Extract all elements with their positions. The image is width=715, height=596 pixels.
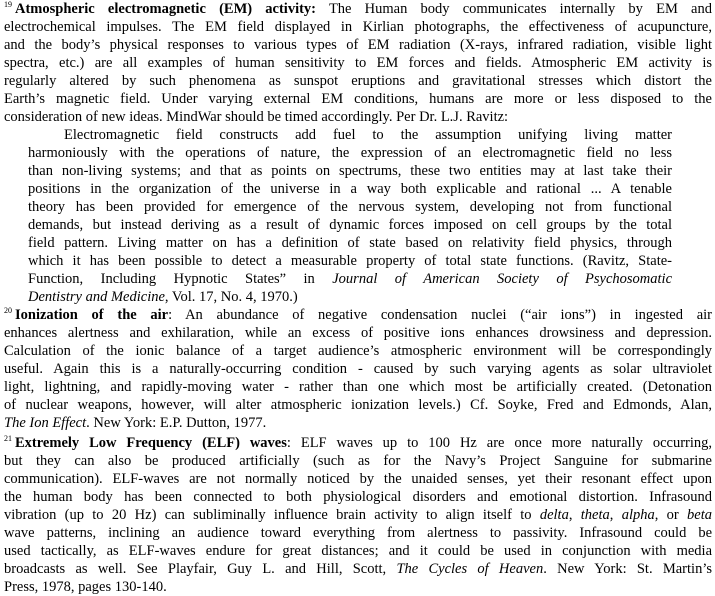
footnote-line: The Ion Effect. New York: E.P. Dutton, 1977. — [4, 415, 267, 431]
wave-beta: beta — [687, 507, 713, 523]
footnote-line: $^{20}$ Ionization of the air: An abundance of negative condensation nuclei (“air ions”) in ingested air — [4, 306, 712, 323]
footnote-line: spectra, etc.) are all examples of human sensitivity to EM forces and fields. Atmospheric EM activity is — [4, 55, 712, 71]
footnote-line: light, lightning, and rapidly-moving water - rather than one which most be artificially created. (Detonation — [4, 379, 712, 395]
footnote-line: $^{19}$ Atmospheric electromagnetic (EM) activity: The Human body communicates internally by EM and — [4, 0, 712, 17]
quote-line: harmoniously with the operations of nature, the expression of an electromagnetic field no less — [28, 145, 672, 161]
footnote-heading: Ionization of the air — [15, 307, 169, 323]
journal-title-cont: Dentistry and Medicine — [28, 289, 165, 305]
footnote-line: broadcasts as well. See Playfair, Guy L. and Hill, Scott, The Cycles of Heaven. New York: St. Martin’s — [4, 561, 712, 577]
footnote-line: vibration (up to 20 Hz) can subliminally influence brain activity to align itself to delta, theta, alpha, or beta — [4, 507, 713, 523]
quote-line: Dentistry and Medicine, Vol. 17, No. 4, 1970.) — [28, 289, 298, 305]
footnote-line: regularly altered by such phenomena as sunspot eruptions and gravitational stresses which distort the — [4, 73, 712, 89]
book-title: The Ion Effect — [4, 415, 87, 431]
footnote-21 — [4, 434, 712, 596]
book-title: The Cycles of Heaven — [396, 561, 544, 577]
wave-delta: delta — [539, 507, 569, 523]
footnote-20 — [4, 306, 712, 432]
quote-line: Electromagnetic field constructs add fuel to the assumption unifying living matter — [64, 127, 672, 143]
footnote-line: and the body’s physical responses to various types of EM radiation (X-rays, infrared radiation, visible light — [4, 37, 712, 53]
footnote-heading: Extremely Low Frequency (ELF) waves — [15, 435, 287, 451]
footnote-number: 19 — [4, 0, 12, 9]
footnote-line: $^{21}$ Extremely Low Frequency (ELF) waves: ELF waves up to 100 Hz are once more naturally occurring, — [4, 434, 713, 451]
footnote-line: electrochemical impulses. The EM field displayed in Kirlian photographs, the effectiveness of acupuncture, — [4, 19, 712, 35]
footnote-line: Press, 1978, pages 130-140. — [4, 579, 167, 595]
footnote-19 — [4, 0, 712, 306]
footnote-line: wave patterns, inclining an audience toward everything from alertness to passivity. Infrasound could be — [4, 525, 712, 541]
quote-line: Function, Including Hypnotic States” in Journal of American Society of Psychosomatic — [28, 271, 672, 287]
quote-line: theory has been provided for emergence of the nervous system, developing not from functional — [28, 199, 672, 215]
footnote-line: Calculation of the ionic balance of a target audience’s atmospheric environment will be correspondingly — [4, 343, 712, 359]
footnote-line: consideration of new ideas. MindWar should be timed accordingly. Per Dr. L.J. Ravitz: — [4, 109, 509, 125]
footnote-line: communication). ELF-waves are not normally noticed by the unaided senses, yet their resonant effect upon — [4, 471, 712, 487]
footnote-line: the human body has been connected to both physiological disorders and emotional distortion. Infrasound — [4, 489, 712, 505]
wave-alpha: alpha — [621, 507, 655, 523]
footnote-number: 20 — [4, 306, 12, 315]
block-quote — [4, 126, 712, 306]
footnote-line: but they can also be produced artificially (such as for the Navy’s Project Sanguine for submarine — [4, 453, 712, 469]
journal-title: Journal of American Society of Psychosomatic — [332, 271, 672, 287]
footnote-line: of nuclear weapons, however, will alter atmospheric ionization levels.) Cf. Soyke, Fred and Edmonds, Alan, — [4, 397, 712, 413]
footnote-line: enhances alertness and exhilaration, while an excess of positive ions enhances drowsiness and depression. — [4, 325, 712, 341]
quote-line: which it has been possible to detect a measurable property of total state functions. (Ravitz, State- — [28, 253, 672, 269]
quote-line: demands, but instead deriving as a result of dynamic forces imposed on cell groups by the total — [28, 217, 672, 233]
footnote-heading: Atmospheric electromagnetic (EM) activity: — [15, 1, 317, 17]
footnote-line: Earth’s magnetic field. Under varying external EM conditions, humans are more or less disposed to the — [4, 91, 712, 107]
footnote-line: used tactically, as ELF-waves endure for great distances; and it could be used in conjunction with media — [4, 543, 712, 559]
footnote-number: 21 — [4, 434, 12, 443]
footnote-line: useful. Again this is a naturally-occurring condition - caused by such varying agents as solar ultraviolet — [4, 361, 712, 377]
wave-theta: theta — [580, 507, 610, 523]
quote-line: positions in the organization of the universe in a way both explicable and rational ... A tenable — [28, 181, 672, 197]
quote-line: field pattern. Living matter on has a definition of state based on relativity field physics, through — [28, 235, 672, 251]
quote-line: than non-living systems; and that as points on spectrums, these two entities may at last take their — [28, 163, 672, 179]
